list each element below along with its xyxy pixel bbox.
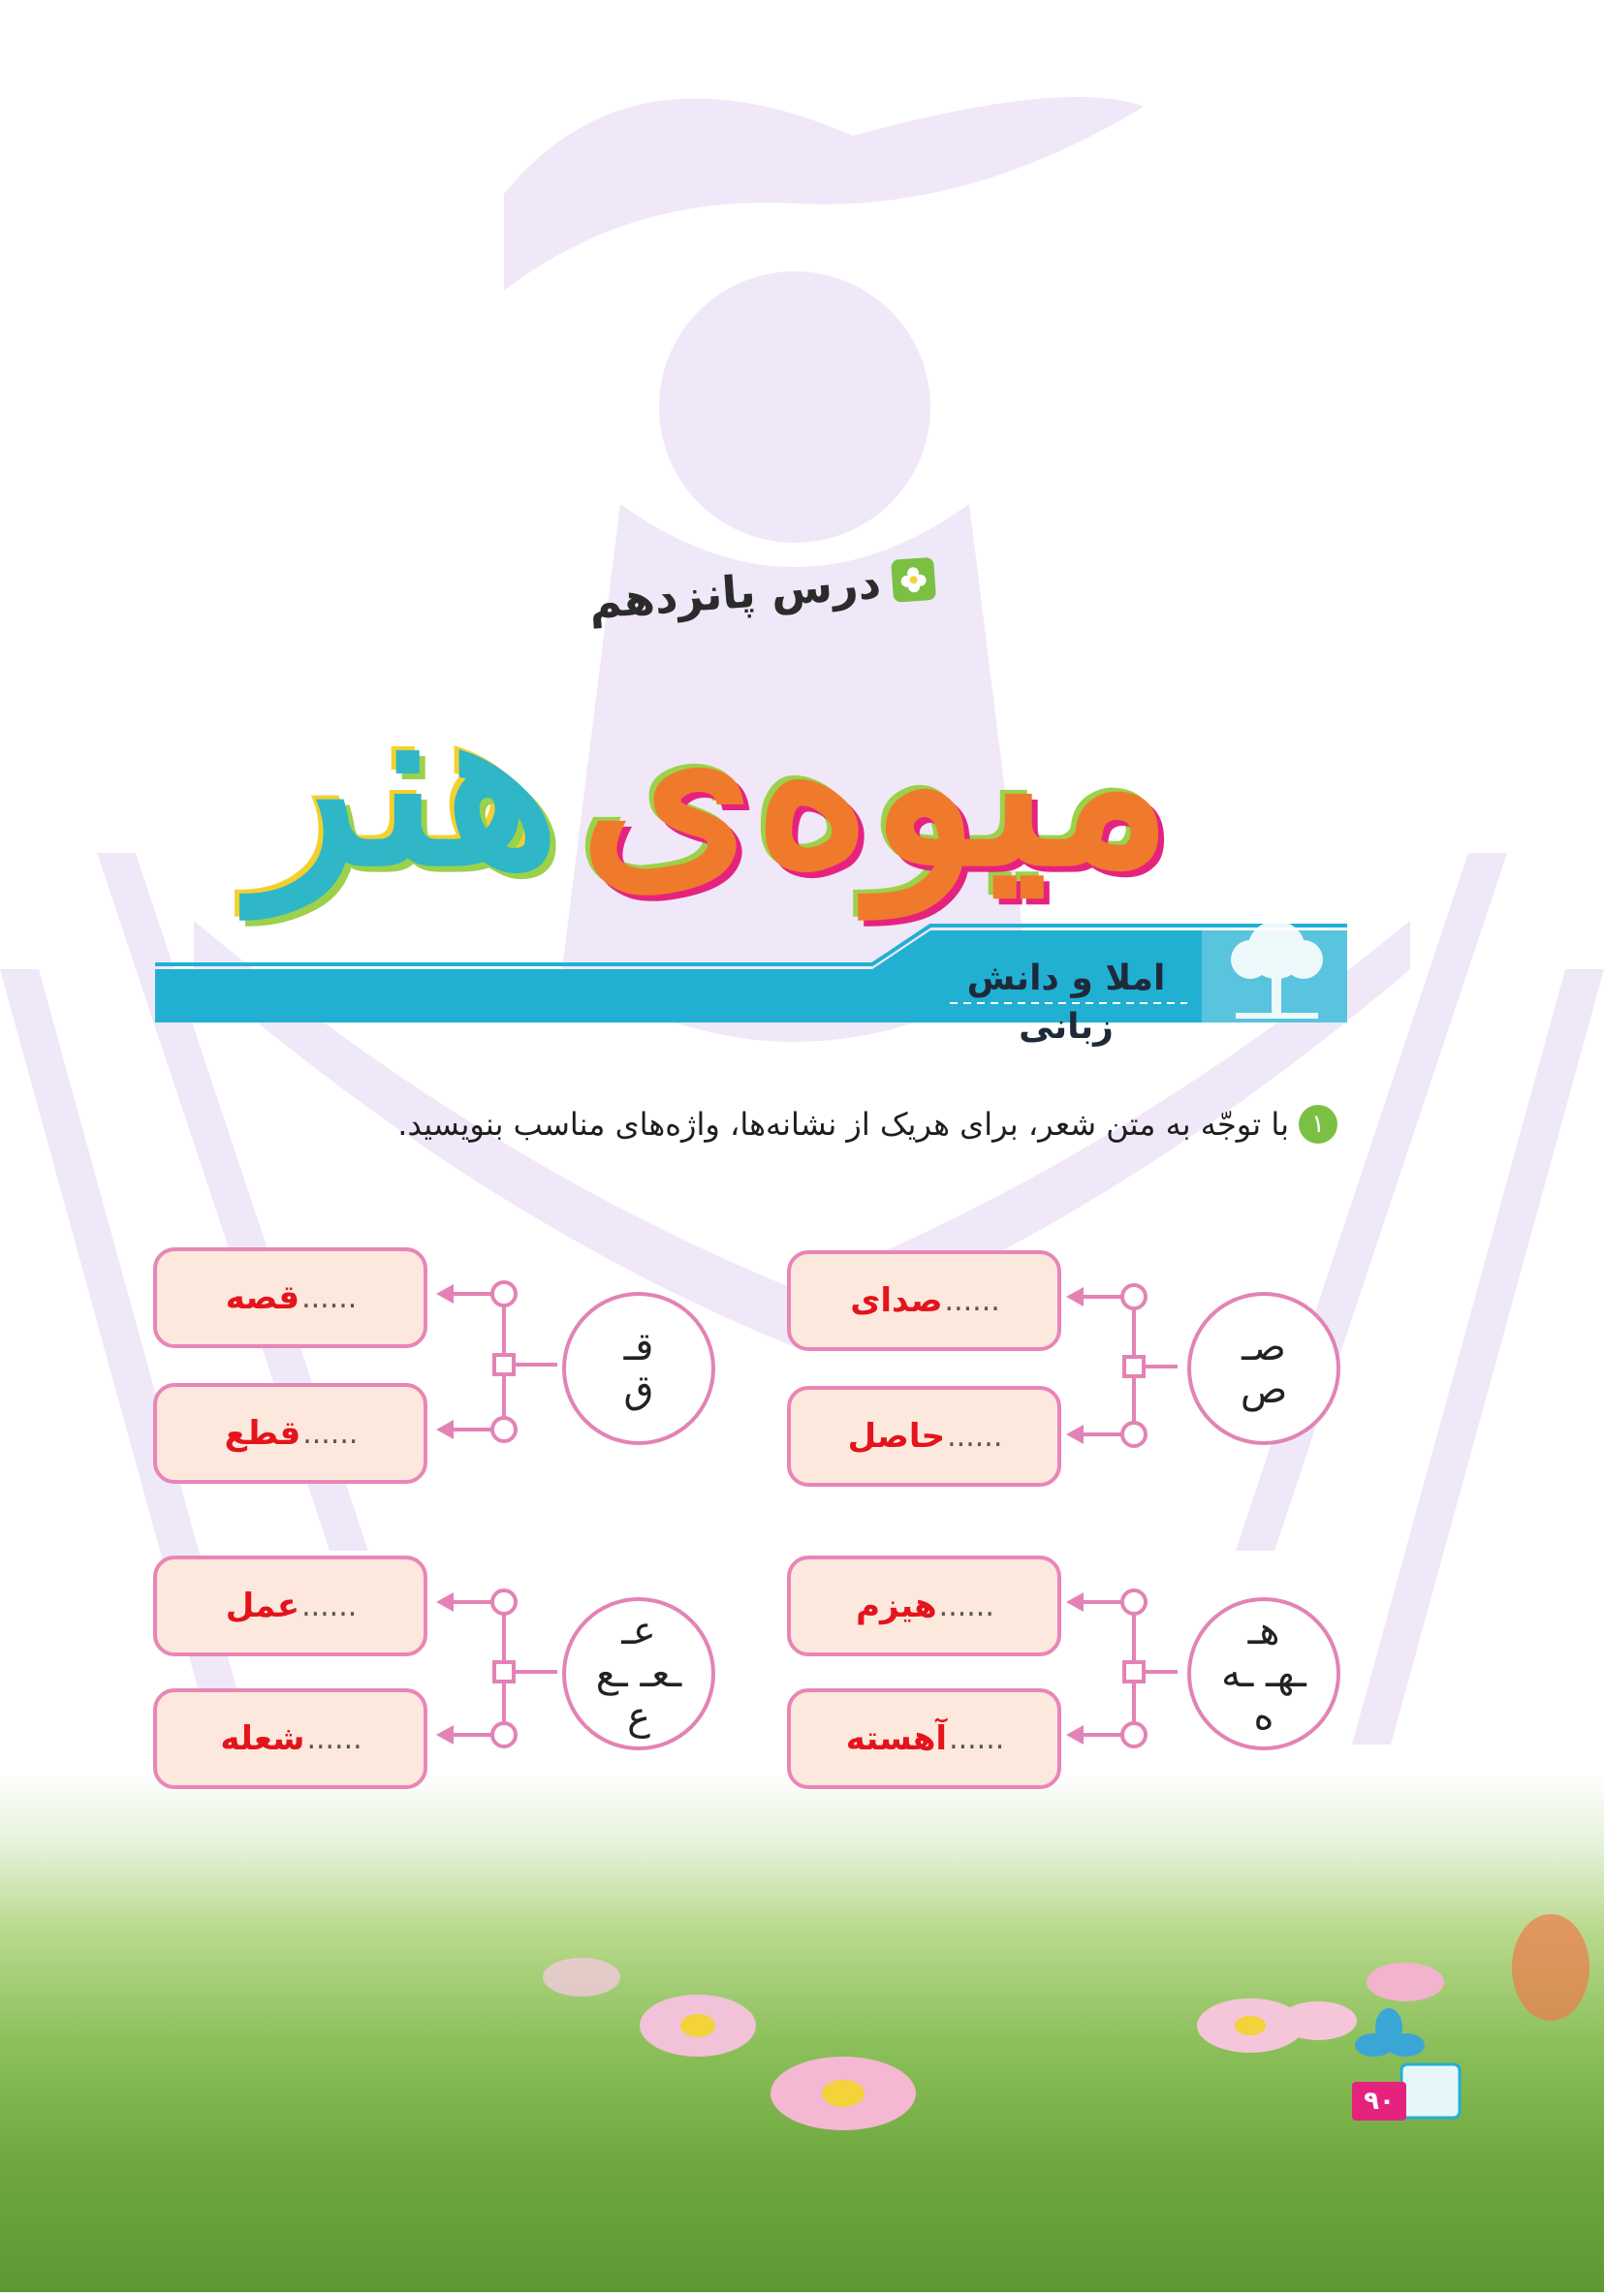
answer-text: قصه xyxy=(225,1278,300,1317)
letter-circle xyxy=(1187,1292,1340,1445)
answer-box[interactable]: ...... آهسته xyxy=(787,1688,1061,1789)
letter-circle xyxy=(562,1597,715,1750)
answer-text: شعله xyxy=(220,1719,305,1758)
title-word-1: میوه‌ی xyxy=(579,654,1173,916)
letter-group-qaf xyxy=(150,1241,751,1493)
section-label: املا و دانش زبانی xyxy=(966,959,1166,1047)
answer-text: هیزم xyxy=(856,1587,937,1625)
lesson-number-label: درس پانزدهم xyxy=(586,555,883,629)
answer-box[interactable]: ...... قصه xyxy=(153,1247,427,1348)
answer-box[interactable]: ...... شعله xyxy=(153,1688,427,1789)
letter-form: صـ xyxy=(1242,1325,1286,1369)
letter-form: ع xyxy=(627,1694,650,1739)
flower-icon xyxy=(891,557,936,603)
letter-form: ق xyxy=(623,1368,654,1412)
instruction-text: با توجّه به متن شعر، برای هریک از نشانه‌ها، واژه‌های مناسب بنویسید. xyxy=(397,1106,1289,1143)
title-word-2: هنر xyxy=(252,654,560,916)
answer-text: حاصل xyxy=(847,1417,946,1456)
letter-form: عـ xyxy=(621,1609,656,1653)
answer-box[interactable]: ...... صدای xyxy=(787,1250,1061,1351)
answer-box[interactable]: ...... عمل xyxy=(153,1556,427,1656)
answer-box[interactable]: ...... قطع xyxy=(153,1383,427,1484)
answer-box[interactable]: ...... هیزم xyxy=(787,1556,1061,1656)
letter-group-sad xyxy=(785,1241,1386,1493)
letter-form: ه xyxy=(1253,1694,1274,1739)
lesson-title xyxy=(213,630,1211,940)
letter-form: قـ xyxy=(623,1325,654,1369)
answer-text: صدای xyxy=(850,1281,943,1320)
letter-group-he xyxy=(785,1541,1386,1793)
letter-circle xyxy=(1187,1597,1340,1750)
exercise-instruction xyxy=(388,1095,1337,1153)
page-number: ۹۰ xyxy=(1352,2082,1406,2121)
answer-text: عمل xyxy=(225,1587,300,1625)
answer-box[interactable]: ...... حاصل xyxy=(787,1386,1061,1487)
letter-group-ein xyxy=(150,1541,751,1793)
exercise-number-badge: ۱ xyxy=(1299,1105,1337,1144)
letter-form: ـهـ ـه xyxy=(1221,1651,1306,1696)
answer-text: قطع xyxy=(224,1414,301,1453)
answer-text: آهسته xyxy=(845,1719,948,1758)
letter-circle xyxy=(562,1292,715,1445)
letter-form: ـعـ ـع xyxy=(595,1651,682,1696)
tree-icon xyxy=(1216,916,1337,1022)
letter-form: هـ xyxy=(1247,1609,1280,1653)
letter-form: ص xyxy=(1240,1368,1288,1412)
